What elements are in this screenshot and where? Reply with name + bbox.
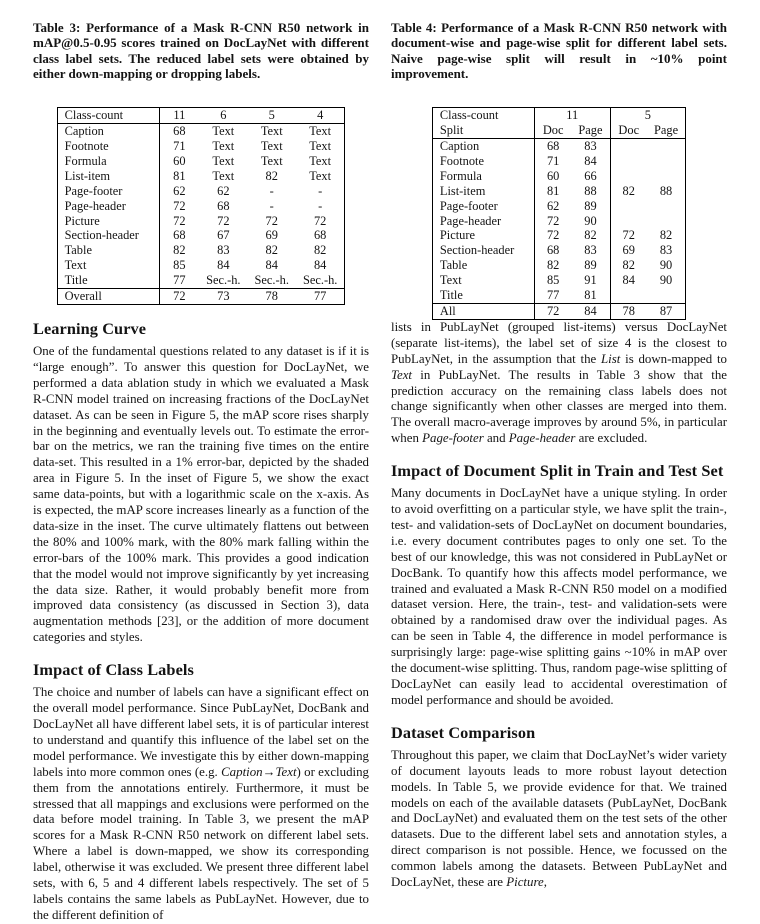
table-row [57, 289, 345, 305]
table-cell: 72 [313, 213, 327, 228]
table-cell: 77 [296, 289, 345, 305]
table-row [57, 184, 345, 199]
table-header-cell: 11 [534, 108, 610, 123]
table-row [432, 199, 685, 214]
table-header-cell: Page [571, 123, 610, 138]
table-row [432, 108, 685, 123]
table-cell: Text [309, 139, 332, 153]
table-cell [647, 214, 686, 229]
table-cell: 84 [313, 258, 327, 273]
table-header-cell: Page [647, 123, 686, 138]
table-cell: 91 [571, 273, 610, 288]
table-cell: 72 [159, 289, 199, 305]
table-cell: 84 [622, 273, 635, 288]
table-cell [610, 139, 647, 154]
table-cell: 72 [265, 213, 278, 228]
table-cell: 82 [622, 258, 635, 273]
table-cell: - [318, 198, 323, 213]
table-cell: 88 [659, 183, 673, 198]
heading-learning-curve: Learning Curve [33, 318, 147, 338]
table-cell: Caption [57, 124, 159, 139]
table-cell: 72 [546, 213, 560, 228]
table-cell: 77 [546, 288, 560, 303]
table-cell: 82 [265, 168, 278, 183]
table-cell: 72 [534, 303, 571, 319]
table-cell: - [318, 183, 323, 198]
table-cell: 82 [659, 228, 673, 243]
table-cell: Section-header [57, 228, 159, 243]
table-cell: Text [309, 124, 332, 139]
table-cell: Text [260, 139, 283, 153]
table4-caption: Table 4: Performance of a Mask R-CNN R50 network with document-wise and page-wise split for different label sets. Naive page-wise split will result in ~10% point improvement. [391, 20, 727, 81]
table-cell: Text [432, 273, 534, 288]
table-cell: 82 [622, 183, 635, 198]
table-cell: 62 [217, 183, 230, 198]
table-cell: Footnote [57, 139, 159, 154]
table-cell: 82 [546, 258, 560, 273]
table-cell [610, 288, 647, 303]
table-cell: Title [57, 273, 159, 288]
table-row [432, 154, 685, 169]
table-cell: Text [212, 124, 235, 139]
table-cell: 84 [265, 258, 278, 273]
table-cell: Page-footer [432, 199, 534, 214]
table-row [57, 258, 345, 273]
table-cell: 62 [173, 183, 186, 198]
table-cell [647, 169, 686, 184]
table-cell: Text [57, 258, 159, 273]
table-row [57, 243, 345, 258]
table-row [432, 169, 685, 184]
table-cell: 82 [571, 228, 610, 243]
table4 [432, 107, 686, 320]
table-cell: Page-header [57, 199, 159, 214]
table-cell: Caption [432, 139, 534, 154]
table-cell: Text [309, 153, 332, 168]
table-row [57, 228, 345, 243]
table-cell [610, 169, 647, 184]
table-cell: Text [260, 153, 283, 168]
table-cell: Formula [432, 169, 534, 184]
left-column [33, 20, 369, 922]
table-cell: 83 [571, 139, 610, 154]
table-cell: 83 [571, 243, 610, 258]
table-cell: 90 [659, 258, 673, 273]
table-row [57, 214, 345, 229]
table-cell: 60 [546, 168, 560, 183]
paragraph-learning-curve: One of the fundamental questions related to any dataset is if it is “large enough”. To answer this question for DocLayNet, we performed a data ablation study in which we evaluated a Mask R-CNN model trained on increasing fractions of the DocLayNet dataset. As can be seen in Figure 5, the mAP score rises sharply in the beginning and eventually levels out. To estimate the error-bar on the metrics, we ran the training five times on the entire data-set. This resulted in a 1% error-bar, depicted by the shaded area in Figure 5. In the inset of Figure 5, we show the exact same data-points, but with a logarithmic scale on the x-axis. As is expected, the mAP score increases linearly as a function of the data-size in the inset. The curve ultimately flattens out between the 80% and 100% mark, with the 80% mark falling within the error-bars of the 100% mark. This provides a good indication that the model would not improve significantly by yet increasing the data size. Rather, it would probably benefit more from improved data consistency (as discussed in Section 3), data augmentation methods [23], or the addition of more document categories and styles. [33, 343, 369, 645]
table-cell: 85 [546, 273, 560, 288]
table-cell: - [269, 198, 274, 213]
table-cell: Text [212, 168, 235, 183]
table3-header [57, 108, 345, 124]
table-header-cell: 4 [296, 108, 345, 124]
table-row [57, 199, 345, 214]
table-cell: List-item [57, 169, 159, 184]
table-row [57, 124, 345, 139]
table4-footer [432, 303, 685, 319]
table-row [57, 169, 345, 184]
table-row [432, 288, 685, 303]
table-row [432, 258, 685, 273]
table-cell: Picture [432, 228, 534, 243]
paragraph-class-labels-continuation: lists in PubLayNet (grouped list-items) versus DocLayNet (separate list-items), the label set of size 4 is the closest to PubLayNet, in the assumption that the List is down-mapped to Text in PubLayNet. The results in Table 3 show that the prediction accuracy on the remaining class labels does not change significantly when other classes are merged into them. The overall macro-average improves by around 5%, in particular when Page-footer and Page-header are excluded. [391, 319, 727, 446]
table-header-cell: 5 [248, 108, 296, 124]
table-cell: 78 [610, 303, 647, 319]
table-cell: Overall [57, 289, 159, 305]
table-cell: 82 [313, 243, 327, 258]
table-cell: Footnote [432, 154, 534, 169]
table-cell: 77 [173, 273, 186, 288]
table-cell: Picture [57, 214, 159, 229]
table-cell: 83 [659, 243, 673, 258]
table-cell: Sec.-h. [206, 273, 241, 288]
table-cell [647, 288, 686, 303]
table-cell: 68 [546, 243, 560, 258]
table-cell: 72 [217, 213, 230, 228]
table-row [432, 184, 685, 199]
table-row [432, 214, 685, 229]
table3 [57, 107, 346, 305]
table-cell: Table [57, 243, 159, 258]
table-cell [610, 154, 647, 169]
table-cell: 84 [217, 258, 230, 273]
table-cell: 81 [173, 168, 186, 183]
heading-impact-of-document-split: Impact of Document Split in Train and Test Set [391, 461, 724, 481]
table-cell: 78 [248, 289, 296, 305]
table-row [57, 108, 345, 124]
table-cell: 72 [173, 213, 186, 228]
table-header-cell: 6 [199, 108, 247, 124]
table-row [432, 228, 685, 243]
table-cell: 82 [265, 243, 278, 258]
paragraph-impact-of-class-labels: The choice and number of labels can have a significant effect on the overall model performance. Since PubLayNet, DocBank and DocLayNet all have different label sets, it is of particular interest to understand and quantify this influence of the label set on the model performance. We investigate this by either down-mapping labels into more common ones (e.g. Caption→Text) or excluding them from the annotations entirely. Furthermore, it must be stressed that all mappings and exclusions were performed on the data before model training. In Table 3, we present the mAP scores for a Mask R-CNN R50 network on different label sets. Where a label is down-mapped, we show its corresponding label, otherwise it was excluded. We present three different label sets, with 6, 5 and 4 different labels respectively. The set of 5 labels contains the same labels as PubLayNet. However, due to the different definition of [33, 685, 369, 922]
table-cell: 90 [659, 273, 673, 288]
table-row [432, 139, 685, 154]
table-cell: Table [432, 258, 534, 273]
table-row [432, 243, 685, 258]
table-row [57, 154, 345, 169]
table-cell: Text [309, 168, 332, 183]
table-row [432, 273, 685, 288]
table-cell: 89 [571, 199, 610, 214]
table-cell [647, 154, 686, 169]
table-cell: 62 [546, 198, 560, 213]
table-cell: 89 [571, 258, 610, 273]
table-cell: 90 [571, 214, 610, 229]
table-cell: 66 [571, 169, 610, 184]
table-cell: 71 [546, 153, 560, 168]
paragraph-dataset-comparison: Throughout this paper, we claim that DocLayNet’s wider variety of document layouts leads to more robust layout detection models. In Table 5, we provide evidence for that. We trained models on each of the available datasets (PubLayNet, DocBank and DocLayNet) and evaluated them on the test sets of the other datasets. Due to the different label sets and annotation styles, a direct comparison is not possible. Hence, we focussed on the common labels among the datasets. Between PubLayNet and DocLayNet, these are Picture, [391, 747, 727, 890]
table-cell: Page-header [432, 214, 534, 229]
heading-impact-of-class-labels: Impact of Class Labels [33, 660, 194, 680]
table-cell: Page-footer [57, 184, 159, 199]
table-cell: 68 [546, 139, 560, 153]
table-cell: 68 [313, 228, 327, 243]
table-header-cell: Class-count [432, 108, 534, 123]
table-cell: 82 [173, 243, 186, 258]
table-row [57, 273, 345, 288]
table-row [432, 123, 685, 138]
table-row [432, 303, 685, 319]
table-cell: Section-header [432, 243, 534, 258]
table-cell: Text [212, 139, 235, 153]
table-cell: 73 [199, 289, 247, 305]
table-header-cell: Doc [534, 123, 571, 138]
table-header-cell: 5 [644, 108, 651, 123]
table-cell: 60 [173, 153, 186, 168]
table-cell [647, 199, 686, 214]
table-cell: Text [212, 153, 235, 168]
table-cell: 85 [173, 258, 186, 273]
table-cell: Text [260, 124, 283, 139]
heading-dataset-comparison: Dataset Comparison [391, 722, 536, 742]
table-header-cell: 11 [159, 108, 199, 124]
table-cell: 84 [571, 303, 610, 319]
table-cell: 69 [265, 228, 278, 243]
table3-caption: Table 3: Performance of a Mask R-CNN R50 network in mAP@0.5-0.95 scores trained on DocLayNet with different class label sets. The reduced label sets were obtained by either down-mapping or dropping labels. [33, 20, 369, 81]
table-header-cell: Split [432, 123, 534, 138]
table-header-cell: Doc [610, 123, 647, 138]
table-cell: 72 [546, 228, 560, 243]
table-cell: 69 [622, 243, 635, 258]
table4-body [432, 139, 685, 304]
table-cell: All [432, 303, 534, 319]
table-cell: 81 [546, 183, 560, 198]
table-cell: Sec.-h. [254, 273, 289, 288]
table3-footer [57, 289, 345, 305]
table-cell: 71 [173, 139, 186, 153]
table-row [57, 139, 345, 154]
table-cell: 87 [647, 303, 686, 319]
table-cell: 84 [571, 154, 610, 169]
table-cell: 72 [622, 228, 635, 243]
table4-header [432, 108, 685, 139]
table-cell: Sec.-h. [302, 273, 338, 288]
table-cell: List-item [432, 184, 534, 199]
table-cell [647, 139, 686, 154]
table-cell [610, 199, 647, 214]
table-cell: 72 [173, 198, 186, 213]
table-cell: 83 [217, 243, 230, 258]
table-cell: 67 [217, 228, 230, 243]
table-cell: Formula [57, 154, 159, 169]
table-cell: - [269, 183, 274, 198]
paragraph-impact-of-document-split: Many documents in DocLayNet have a unique styling. In order to avoid overfitting on a particular style, we have split the train-, test- and validation-sets of DocLayNet on document boundaries, i.e. every document contributes pages to only one set. To the best of our knowledge, this was not considered in PubLayNet or DocBank. To quantify how this affects model performance, we trained and evaluated a Mask R-CNN R50 model on a modified dataset version. Here, the train-, test- and validation-sets were obtained by a randomised draw over the individual pages. As can be seen in Table 4, the difference in model performance is surprisingly large: page-wise splitting gains ~10% in mAP over the document-wise splitting. Thus, random page-wise splitting of DocLayNet can easily lead to accidental overestimation of model performance and should be avoided. [391, 486, 727, 707]
table-cell: 81 [571, 288, 610, 303]
table3-body [57, 124, 345, 289]
table-cell: 68 [173, 124, 186, 139]
table-cell: 68 [173, 228, 186, 243]
table-cell [610, 214, 647, 229]
table-header-cell: Class-count [57, 108, 159, 124]
table-cell: 68 [217, 198, 230, 213]
right-column [391, 20, 727, 890]
table-cell: 88 [571, 184, 610, 199]
table-cell: Title [432, 288, 534, 303]
